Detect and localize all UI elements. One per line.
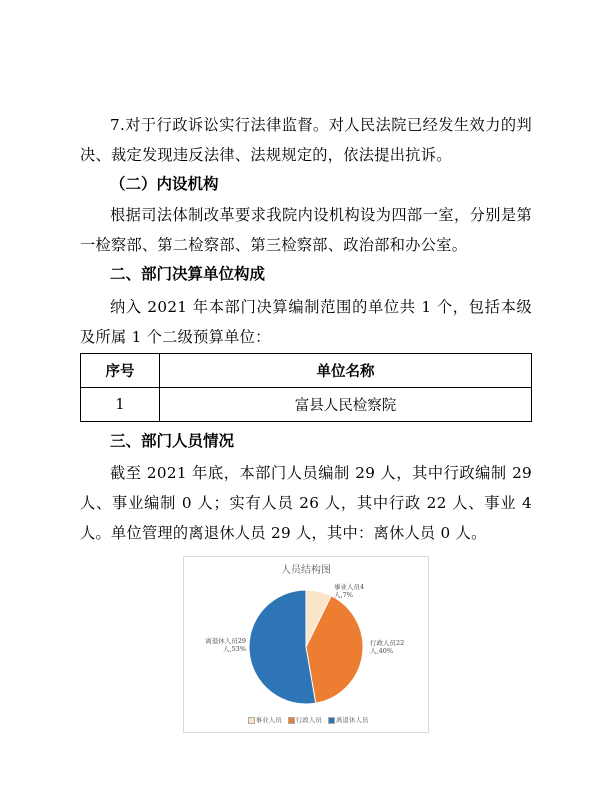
slice-label-xingzheng: 行政人员22人,40% [370, 639, 405, 655]
chart-title: 人员结构图 [281, 565, 331, 576]
cell-serial: 1 [81, 388, 160, 422]
cell-unit-name: 富县人民检察院 [160, 388, 532, 422]
unit-table [80, 353, 532, 422]
header-unit-name: 单位名称 [160, 354, 532, 388]
legend-swatch-xingzheng [288, 717, 295, 724]
legend-retired: 离退休人员 [335, 716, 369, 724]
legend-shiye: 事业人员 [255, 716, 282, 724]
legend-swatch-shiye [248, 717, 255, 724]
heading-unit-composition: 二、部门决算单位构成 [110, 265, 266, 283]
pie-slice-retired [249, 590, 316, 704]
paragraph-internal-orgs: 根据司法体制改革要求我院内设机构设为四部一室，分别是第一检察部、第二检察部、第三检察部、政治部和办公室。 [80, 206, 532, 254]
heading-staff: 三、部门人员情况 [110, 432, 235, 450]
paragraph-litigation: 7.对于行政诉讼实行法律监督。对人民法院已经发生效力的判决、裁定发现违反法律、法规规定的，依法提出抗诉。 [80, 116, 532, 164]
table-header-row [81, 354, 532, 388]
legend-xingzheng: 行政人员 [295, 716, 322, 724]
heading-internal-orgs: （二）内设机构 [110, 175, 219, 193]
slice-label-retired: 离退休人员29人,53% [205, 637, 246, 653]
chart-legend [184, 715, 428, 724]
table-row [81, 388, 532, 422]
slice-label-shiye: 事业人员4人,7% [334, 583, 365, 599]
paragraph-unit-composition: 纳入 2021 年本部门决算编制范围的单位共 1 个，包括本级及所属 1 个二级预算单位： [80, 298, 532, 346]
paragraph-staff: 截至 2021 年底，本部门人员编制 29 人，其中行政编制 29 人、事业编制 0 人；实有人员 26 人，其中行政 22 人、事业 4 人。单位管理的离退休人员 29 人，其中：离休人员 0 人。 [80, 464, 532, 542]
legend-swatch-retired [328, 717, 335, 724]
staff-pie-chart [183, 556, 429, 733]
header-serial: 序号 [81, 354, 160, 388]
